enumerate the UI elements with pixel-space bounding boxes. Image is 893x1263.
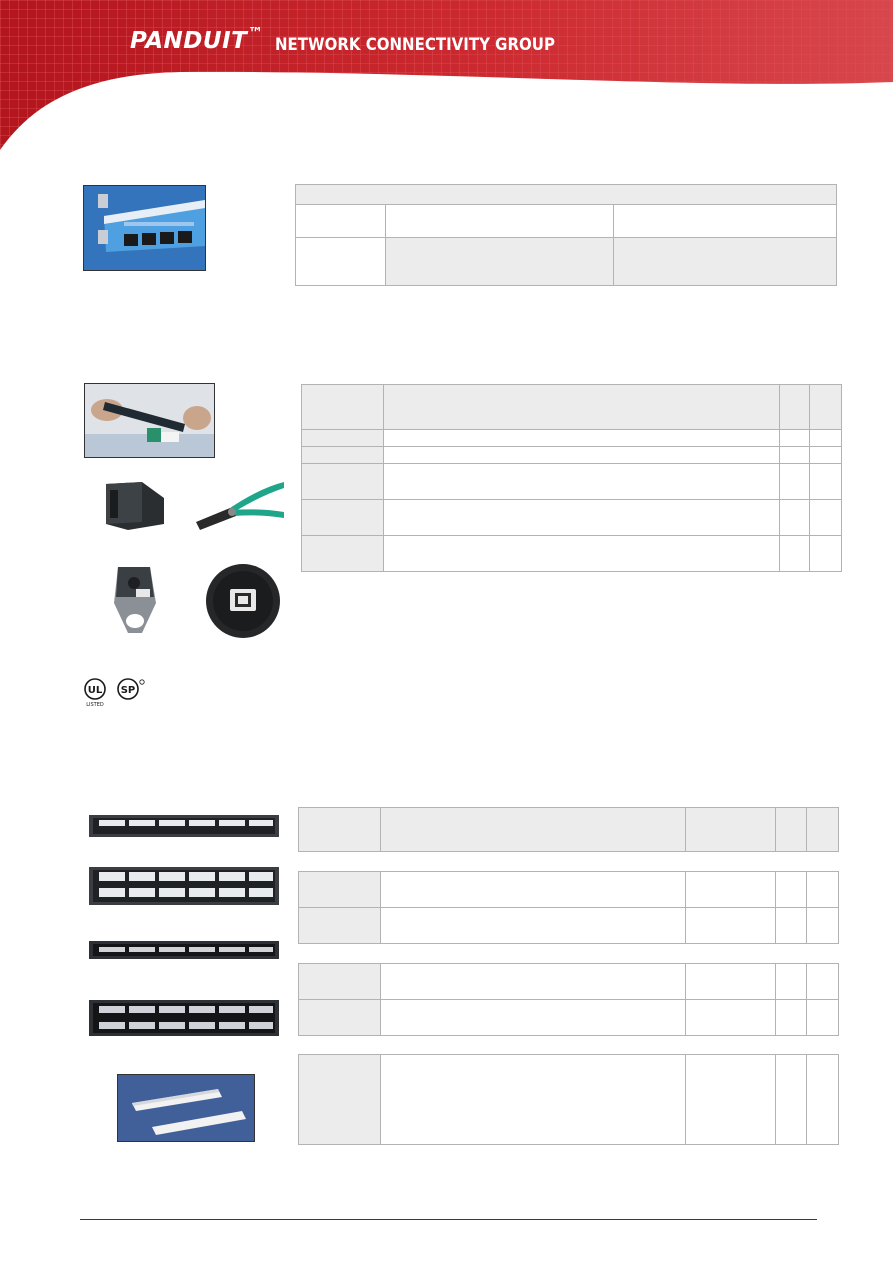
table3-cell (807, 908, 839, 944)
table3-header-cell (299, 808, 381, 852)
table3-cell (381, 872, 686, 908)
table2-cell (302, 500, 384, 536)
table3-cell (686, 1000, 776, 1036)
table2-cell (302, 447, 384, 464)
spec-table-3-group-1 (298, 871, 839, 944)
table3-cell (381, 1000, 686, 1036)
page-header (0, 0, 893, 160)
table3-cell (776, 1000, 807, 1036)
table1-cell (614, 205, 837, 238)
table3-cell (381, 1055, 686, 1145)
table2-cell (302, 536, 384, 572)
table3-cell (686, 908, 776, 944)
punchdown-tool-photo (84, 383, 215, 458)
table1-cell (296, 238, 386, 286)
round-termination-tool-photo (200, 563, 286, 639)
table2-cell (780, 536, 810, 572)
table2-header-cell (384, 385, 780, 430)
table2-cell (384, 500, 780, 536)
table1-cell (386, 238, 614, 286)
spec-table-2 (301, 384, 842, 572)
table2-cell (780, 464, 810, 500)
ul-listed-mark (85, 679, 105, 708)
division-title: NETWORK CONNECTIVITY GROUP (275, 34, 555, 55)
blue-patch-panel-photo (83, 185, 206, 271)
table3-cell (299, 872, 381, 908)
table2-cell (780, 500, 810, 536)
table3-header-cell (776, 808, 807, 852)
table2-cell (384, 430, 780, 447)
label-strips-photo (117, 1074, 255, 1142)
green-cutter-photo (190, 478, 286, 536)
table1-cell (614, 238, 837, 286)
table2-header-cell (302, 385, 384, 430)
header-red-grid-banner (0, 0, 893, 160)
patch-panel-48-port-photo (89, 867, 279, 905)
table2-cell (302, 430, 384, 447)
table3-cell (807, 1000, 839, 1036)
spec-table-1 (295, 184, 837, 286)
table2-cell (810, 536, 842, 572)
table3-cell (299, 1000, 381, 1036)
spec-table-3-group-3 (298, 1054, 839, 1145)
table3-cell (686, 872, 776, 908)
cable-stripper-photo (106, 563, 166, 637)
table2-cell (810, 500, 842, 536)
table3-cell (299, 964, 381, 1000)
table3-cell (776, 908, 807, 944)
table1-header-row (296, 185, 837, 205)
svg-text:UL: UL (87, 685, 103, 696)
table3-cell (381, 908, 686, 944)
table2-cell (302, 464, 384, 500)
table3-cell (807, 872, 839, 908)
table2-cell (384, 447, 780, 464)
table3-cell (381, 964, 686, 1000)
patch-panel-48-port-black-photo (89, 1000, 279, 1036)
table2-cell (780, 447, 810, 464)
table3-cell (686, 964, 776, 1000)
table3-header-cell (686, 808, 776, 852)
table2-cell (810, 430, 842, 447)
patch-panel-24-port-black-photo (89, 941, 279, 959)
table1-cell (296, 205, 386, 238)
table3-cell (807, 964, 839, 1000)
patch-panel-24-port-photo (89, 815, 279, 837)
csa-mark (118, 679, 144, 699)
svg-text:SP: SP (120, 685, 136, 696)
table3-header-cell (381, 808, 686, 852)
spec-table-3-group-2 (298, 963, 839, 1036)
spec-table-3-header (298, 807, 839, 852)
table2-cell (810, 447, 842, 464)
table3-cell (299, 908, 381, 944)
table2-header-cell (780, 385, 810, 430)
table3-cell (776, 872, 807, 908)
certification-marks (82, 678, 154, 708)
footer-rule (80, 1219, 817, 1220)
table2-cell (780, 430, 810, 447)
table3-cell (776, 1055, 807, 1145)
table2-cell (384, 536, 780, 572)
table3-cell (299, 1055, 381, 1145)
table2-cell (384, 464, 780, 500)
svg-text:LISTED: LISTED (86, 702, 104, 708)
table2-cell (810, 464, 842, 500)
table3-cell (686, 1055, 776, 1145)
table3-cell (807, 1055, 839, 1145)
trademark-symbol: ™ (248, 24, 263, 42)
table2-header-cell (810, 385, 842, 430)
black-connector-cap-photo (98, 478, 170, 534)
table1-cell (386, 205, 614, 238)
table3-cell (776, 964, 807, 1000)
table3-header-cell (807, 808, 839, 852)
brand-name: PANDUIT (130, 28, 248, 54)
